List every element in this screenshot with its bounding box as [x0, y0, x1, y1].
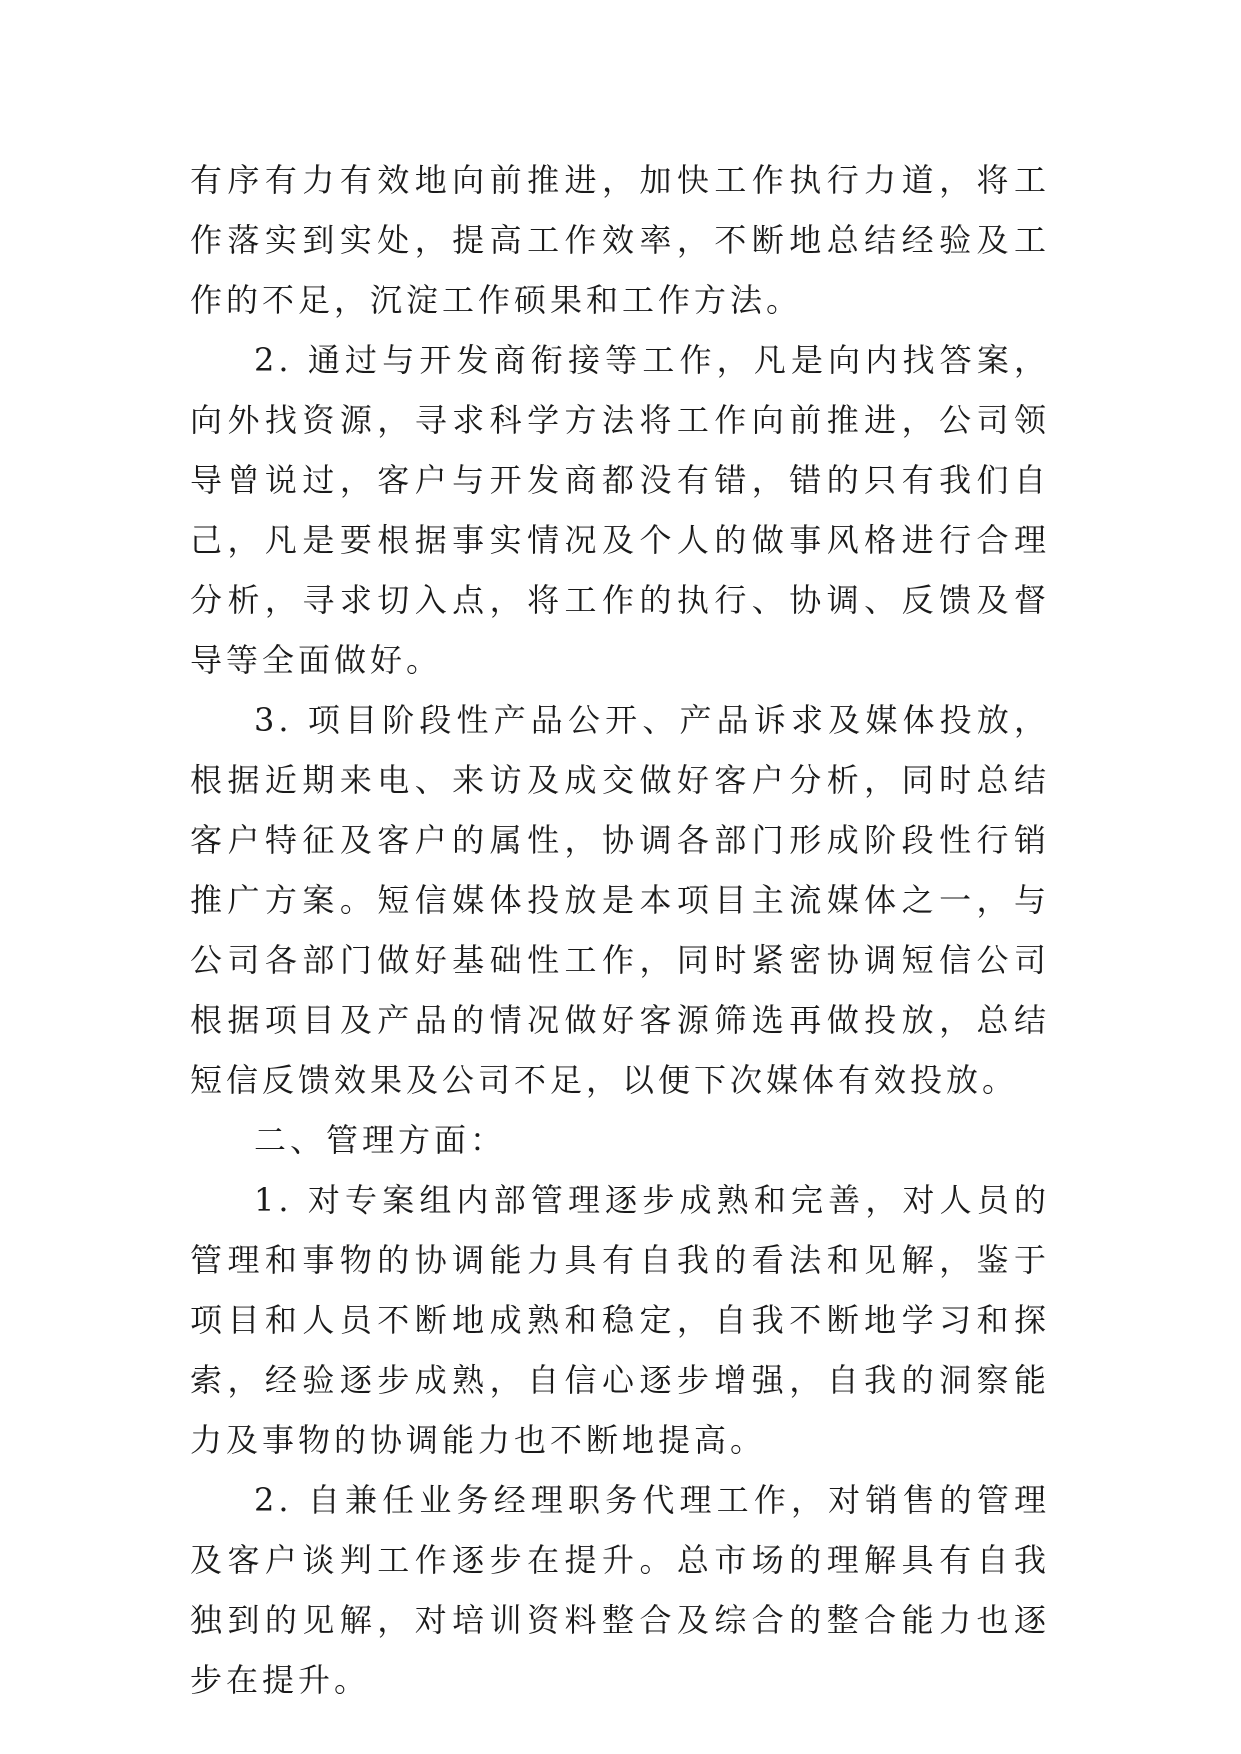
paragraph-management-item-1: 1. 对专案组内部管理逐步成熟和完善，对人员的管理和事物的协调能力具有自我的看法和见解，鉴于项目和人员不断地成熟和稳定，自我不断地学习和探索，经验逐步成熟，自信心逐步增强，自我的洞察能力及事物的协调能力也不断地提高。	[190, 1181, 1050, 1459]
paragraph-item-3: 3. 项目阶段性产品公开、产品诉求及媒体投放，根据近期来电、来访及成交做好客户分析，同时总结客户特征及客户的属性，协调各部门形成阶段性行销推广方案。短信媒体投放是本项目主流媒体之一，与公司各部门做好基础性工作，同时紧密协调短信公司根据项目及产品的情况做好客源筛选再做投放，总结短信反馈效果及公司不足，以便下次媒体有效投放。	[190, 701, 1050, 1099]
paragraph-management-item-2: 2. 自兼任业务经理职务代理工作，对销售的管理及客户谈判工作逐步在提升。总市场的理解具有自我独到的见解，对培训资料整合及综合的整合能力也逐步在提升。	[190, 1481, 1050, 1699]
section-heading-management: 二、管理方面：	[254, 1121, 507, 1159]
paragraph-item-2: 2. 通过与开发商衔接等工作，凡是向内找答案，向外找资源，寻求科学方法将工作向前推进，公司领导曾说过，客户与开发商都没有错，错的只有我们自己，凡是要根据事实情况及个人的做事风格进行合理分析，寻求切入点，将工作的执行、协调、反馈及督导等全面做好。	[190, 341, 1050, 679]
paragraph-continuation: 有序有力有效地向前推进，加快工作执行力道，将工作落实到实处，提高工作效率，不断地总结经验及工作的不足，沉淀工作硕果和工作方法。	[190, 161, 1050, 319]
document-body	[190, 150, 1050, 1710]
